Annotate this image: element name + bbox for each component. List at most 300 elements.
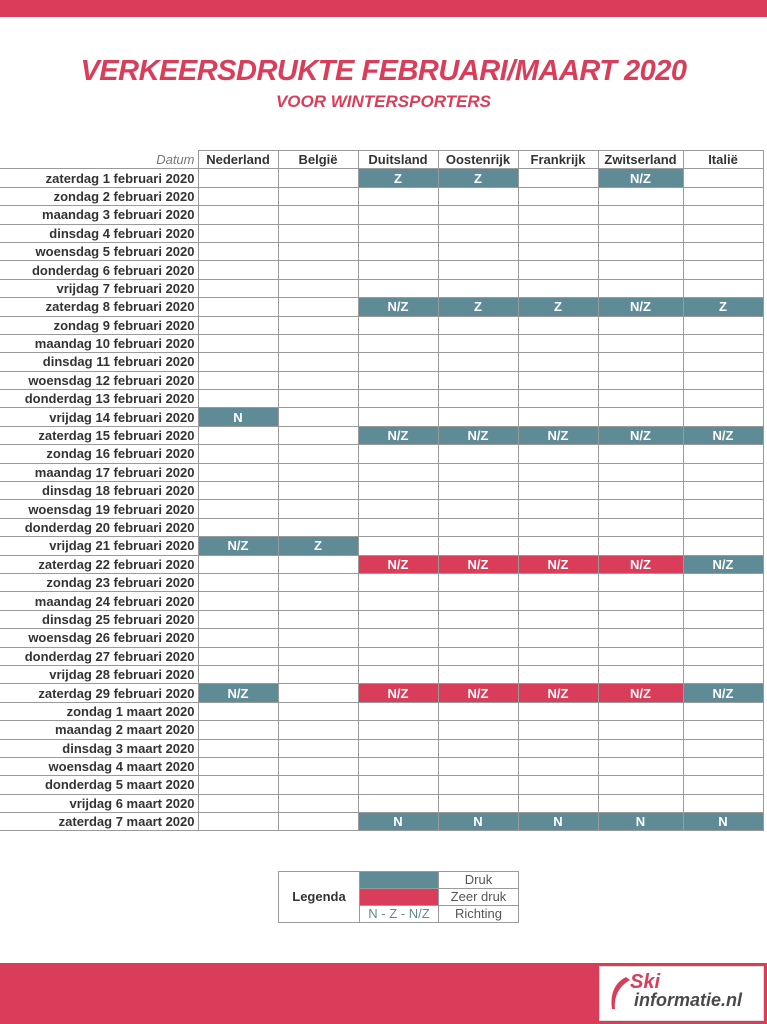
traffic-cell <box>683 371 763 389</box>
traffic-cell <box>358 629 438 647</box>
traffic-cell <box>683 187 763 205</box>
traffic-cell: N/Z <box>358 684 438 702</box>
traffic-cell: N/Z <box>518 684 598 702</box>
traffic-cell <box>358 463 438 481</box>
traffic-cell <box>518 279 598 297</box>
traffic-cell <box>683 169 763 187</box>
traffic-cell <box>198 426 278 444</box>
legend-swatch-zeer-druk <box>360 889 439 906</box>
row-date: woensdag 19 februari 2020 <box>0 500 198 518</box>
traffic-cell <box>278 592 358 610</box>
traffic-cell <box>438 242 518 260</box>
traffic-cell <box>598 353 683 371</box>
traffic-cell <box>598 482 683 500</box>
traffic-cell: N/Z <box>438 684 518 702</box>
traffic-cell <box>278 206 358 224</box>
traffic-cell <box>198 739 278 757</box>
traffic-cell <box>438 592 518 610</box>
row-date: woensdag 12 februari 2020 <box>0 371 198 389</box>
traffic-cell <box>683 537 763 555</box>
traffic-cell <box>438 206 518 224</box>
table-row <box>0 518 763 536</box>
traffic-cell <box>683 316 763 334</box>
row-date: woensdag 5 februari 2020 <box>0 242 198 260</box>
traffic-cell <box>518 224 598 242</box>
traffic-cell <box>518 592 598 610</box>
row-date: maandag 10 februari 2020 <box>0 334 198 352</box>
traffic-cell <box>198 298 278 316</box>
table-row <box>0 316 763 334</box>
traffic-cell <box>438 665 518 683</box>
traffic-cell <box>598 334 683 352</box>
table-row <box>0 298 763 316</box>
traffic-cell: N/Z <box>358 555 438 573</box>
table-row <box>0 647 763 665</box>
traffic-cell <box>438 721 518 739</box>
traffic-cell: N/Z <box>598 169 683 187</box>
traffic-cell <box>438 334 518 352</box>
traffic-cell <box>438 316 518 334</box>
country-header-oostenrijk: Oostenrijk <box>438 151 518 169</box>
traffic-cell <box>438 776 518 794</box>
traffic-cell <box>198 555 278 573</box>
traffic-cell <box>358 739 438 757</box>
traffic-cell <box>683 408 763 426</box>
traffic-cell <box>598 610 683 628</box>
traffic-cell <box>358 279 438 297</box>
traffic-cell <box>198 187 278 205</box>
traffic-cell <box>198 702 278 720</box>
row-date: zaterdag 22 februari 2020 <box>0 555 198 573</box>
row-date: dinsdag 11 februari 2020 <box>0 353 198 371</box>
traffic-cell <box>598 537 683 555</box>
traffic-cell <box>683 261 763 279</box>
traffic-cell <box>198 794 278 812</box>
traffic-cell <box>278 518 358 536</box>
traffic-cell <box>683 794 763 812</box>
row-date: vrijdag 21 februari 2020 <box>0 537 198 555</box>
traffic-cell <box>278 757 358 775</box>
traffic-cell <box>683 573 763 591</box>
traffic-cell <box>518 518 598 536</box>
traffic-table <box>0 150 764 831</box>
country-header-zwitserland: Zwitserland <box>598 151 683 169</box>
table-row <box>0 353 763 371</box>
row-date: maandag 2 maart 2020 <box>0 721 198 739</box>
traffic-cell <box>278 353 358 371</box>
table-row <box>0 261 763 279</box>
row-date: zaterdag 8 februari 2020 <box>0 298 198 316</box>
traffic-cell <box>438 445 518 463</box>
traffic-cell: N/Z <box>358 426 438 444</box>
row-date: donderdag 20 februari 2020 <box>0 518 198 536</box>
traffic-cell <box>598 408 683 426</box>
traffic-cell <box>598 739 683 757</box>
row-date: vrijdag 14 februari 2020 <box>0 408 198 426</box>
traffic-cell <box>598 629 683 647</box>
traffic-cell <box>598 279 683 297</box>
ski-swoosh-icon <box>606 975 632 1011</box>
traffic-cell <box>198 334 278 352</box>
traffic-cell: N/Z <box>518 426 598 444</box>
traffic-cell <box>438 702 518 720</box>
table-row <box>0 555 763 573</box>
traffic-cell <box>358 408 438 426</box>
traffic-cell <box>683 702 763 720</box>
traffic-cell <box>598 592 683 610</box>
traffic-cell <box>358 445 438 463</box>
traffic-cell: N/Z <box>598 426 683 444</box>
traffic-cell <box>438 739 518 757</box>
traffic-cell <box>438 390 518 408</box>
table-header-row <box>0 151 763 169</box>
table-row <box>0 408 763 426</box>
traffic-cell <box>683 390 763 408</box>
traffic-cell: N/Z <box>518 555 598 573</box>
table-row <box>0 482 763 500</box>
row-date: maandag 17 februari 2020 <box>0 463 198 481</box>
traffic-cell: N/Z <box>198 537 278 555</box>
traffic-cell <box>198 721 278 739</box>
traffic-cell <box>598 316 683 334</box>
traffic-cell <box>683 757 763 775</box>
table-row <box>0 445 763 463</box>
table-row <box>0 371 763 389</box>
traffic-cell <box>683 665 763 683</box>
traffic-cell <box>198 482 278 500</box>
traffic-cell <box>598 242 683 260</box>
traffic-cell <box>198 518 278 536</box>
table-row <box>0 279 763 297</box>
traffic-cell <box>358 500 438 518</box>
traffic-cell <box>518 187 598 205</box>
row-date: dinsdag 25 februari 2020 <box>0 610 198 628</box>
legend-text-zeer-druk: Zeer druk <box>439 889 519 906</box>
traffic-cell <box>278 813 358 831</box>
traffic-cell <box>438 224 518 242</box>
traffic-cell <box>518 647 598 665</box>
traffic-cell <box>683 629 763 647</box>
traffic-cell: N/Z <box>358 298 438 316</box>
traffic-cell <box>598 702 683 720</box>
traffic-cell <box>683 592 763 610</box>
traffic-cell <box>518 316 598 334</box>
traffic-cell <box>598 721 683 739</box>
traffic-cell <box>683 739 763 757</box>
traffic-cell <box>438 629 518 647</box>
traffic-cell <box>278 684 358 702</box>
traffic-cell <box>598 390 683 408</box>
traffic-cell <box>518 353 598 371</box>
traffic-cell <box>598 463 683 481</box>
traffic-cell <box>598 776 683 794</box>
traffic-cell <box>278 261 358 279</box>
traffic-cell <box>598 757 683 775</box>
traffic-cell <box>598 647 683 665</box>
table-row <box>0 426 763 444</box>
traffic-cell <box>598 445 683 463</box>
traffic-cell <box>518 206 598 224</box>
traffic-cell <box>198 261 278 279</box>
table-row <box>0 629 763 647</box>
row-date: donderdag 6 februari 2020 <box>0 261 198 279</box>
traffic-cell <box>198 445 278 463</box>
traffic-cell <box>683 482 763 500</box>
traffic-cell <box>598 573 683 591</box>
traffic-cell <box>518 702 598 720</box>
legend-swatch-druk <box>360 872 439 889</box>
traffic-cell: N <box>683 813 763 831</box>
traffic-cell <box>518 261 598 279</box>
traffic-cell <box>278 426 358 444</box>
traffic-cell <box>198 647 278 665</box>
traffic-cell: N <box>358 813 438 831</box>
traffic-cell <box>198 279 278 297</box>
traffic-cell <box>198 371 278 389</box>
traffic-cell <box>358 757 438 775</box>
row-date: donderdag 13 februari 2020 <box>0 390 198 408</box>
traffic-cell <box>278 629 358 647</box>
traffic-cell <box>598 371 683 389</box>
traffic-cell <box>438 647 518 665</box>
traffic-cell <box>438 573 518 591</box>
traffic-cell <box>438 757 518 775</box>
row-date: zondag 9 februari 2020 <box>0 316 198 334</box>
row-date: maandag 24 februari 2020 <box>0 592 198 610</box>
traffic-cell <box>518 794 598 812</box>
traffic-cell <box>438 187 518 205</box>
traffic-cell <box>518 629 598 647</box>
traffic-cell <box>438 279 518 297</box>
traffic-cell <box>198 316 278 334</box>
traffic-cell: N <box>518 813 598 831</box>
row-date: dinsdag 18 februari 2020 <box>0 482 198 500</box>
traffic-cell <box>358 665 438 683</box>
traffic-cell <box>518 445 598 463</box>
table-row <box>0 813 763 831</box>
logo-domain-text: informatie.nl <box>634 990 743 1010</box>
legend <box>278 871 519 923</box>
table-row <box>0 739 763 757</box>
traffic-cell <box>278 169 358 187</box>
table-row <box>0 665 763 683</box>
traffic-cell <box>598 665 683 683</box>
traffic-cell <box>358 371 438 389</box>
page-subtitle: VOOR WINTERSPORTERS <box>275 92 492 111</box>
traffic-cell <box>598 518 683 536</box>
table-row <box>0 242 763 260</box>
traffic-cell <box>438 500 518 518</box>
table-row <box>0 776 763 794</box>
traffic-cell <box>198 610 278 628</box>
table-row <box>0 206 763 224</box>
traffic-cell <box>198 592 278 610</box>
table-row <box>0 757 763 775</box>
traffic-cell <box>278 610 358 628</box>
traffic-cell <box>198 463 278 481</box>
page-title: VERKEERSDRUKTE FEBRUARI/MAART 2020 <box>80 55 687 87</box>
traffic-cell <box>278 334 358 352</box>
traffic-cell <box>198 242 278 260</box>
traffic-cell <box>683 353 763 371</box>
traffic-cell <box>278 665 358 683</box>
table-row <box>0 592 763 610</box>
country-header-italie: Italië <box>683 151 763 169</box>
traffic-cell <box>278 555 358 573</box>
traffic-cell <box>278 647 358 665</box>
table-row <box>0 610 763 628</box>
row-date: vrijdag 7 februari 2020 <box>0 279 198 297</box>
traffic-cell <box>598 261 683 279</box>
traffic-cell <box>683 518 763 536</box>
row-date: zaterdag 1 februari 2020 <box>0 169 198 187</box>
traffic-cell <box>598 187 683 205</box>
traffic-cell <box>438 537 518 555</box>
table-row <box>0 169 763 187</box>
traffic-cell: N <box>438 813 518 831</box>
traffic-cell <box>278 371 358 389</box>
traffic-cell: Z <box>278 537 358 555</box>
table-row <box>0 390 763 408</box>
traffic-cell <box>198 390 278 408</box>
traffic-cell <box>278 316 358 334</box>
country-header-nederland: Nederland <box>198 151 278 169</box>
table-row <box>0 187 763 205</box>
legend-directions: N - Z - N/Z <box>360 906 439 923</box>
table-row <box>0 794 763 812</box>
traffic-cell <box>518 500 598 518</box>
traffic-cell <box>518 739 598 757</box>
traffic-cell <box>278 702 358 720</box>
traffic-cell <box>683 721 763 739</box>
traffic-cell <box>198 629 278 647</box>
traffic-cell: Z <box>683 298 763 316</box>
traffic-cell <box>278 482 358 500</box>
traffic-cell <box>358 776 438 794</box>
traffic-cell <box>198 776 278 794</box>
traffic-cell <box>358 390 438 408</box>
logo-ski-text: Ski <box>630 971 661 993</box>
traffic-cell <box>278 445 358 463</box>
traffic-cell <box>278 794 358 812</box>
traffic-cell <box>518 242 598 260</box>
traffic-cell <box>198 573 278 591</box>
traffic-cell <box>683 279 763 297</box>
traffic-cell <box>683 206 763 224</box>
traffic-cell <box>358 794 438 812</box>
traffic-cell <box>518 757 598 775</box>
traffic-cell <box>518 776 598 794</box>
traffic-cell <box>683 242 763 260</box>
traffic-cell <box>358 334 438 352</box>
traffic-cell <box>438 610 518 628</box>
row-date: vrijdag 6 maart 2020 <box>0 794 198 812</box>
traffic-cell <box>358 537 438 555</box>
traffic-cell <box>198 665 278 683</box>
row-date: woensdag 26 februari 2020 <box>0 629 198 647</box>
traffic-cell <box>518 573 598 591</box>
table-row <box>0 334 763 352</box>
traffic-cell: N/Z <box>683 555 763 573</box>
table-body <box>0 169 763 831</box>
traffic-cell <box>438 794 518 812</box>
traffic-cell <box>518 463 598 481</box>
traffic-cell <box>683 463 763 481</box>
traffic-cell <box>278 739 358 757</box>
table-row <box>0 702 763 720</box>
traffic-cell <box>278 573 358 591</box>
legend-label: Legenda <box>279 872 360 923</box>
traffic-cell <box>278 187 358 205</box>
traffic-cell <box>358 592 438 610</box>
skiinformatie-logo <box>599 966 764 1021</box>
row-date: donderdag 5 maart 2020 <box>0 776 198 794</box>
traffic-cell <box>518 169 598 187</box>
row-date: woensdag 4 maart 2020 <box>0 757 198 775</box>
table-row <box>0 573 763 591</box>
traffic-cell <box>438 371 518 389</box>
traffic-cell <box>278 500 358 518</box>
table-row <box>0 537 763 555</box>
traffic-cell <box>198 169 278 187</box>
row-date: zondag 2 februari 2020 <box>0 187 198 205</box>
traffic-cell <box>278 776 358 794</box>
traffic-cell <box>598 794 683 812</box>
traffic-cell <box>358 316 438 334</box>
traffic-cell <box>518 390 598 408</box>
traffic-cell <box>278 408 358 426</box>
row-date: maandag 3 februari 2020 <box>0 206 198 224</box>
table-row <box>0 684 763 702</box>
country-header-frankrijk: Frankrijk <box>518 151 598 169</box>
country-header-belgie: België <box>278 151 358 169</box>
traffic-cell <box>278 298 358 316</box>
traffic-cell <box>683 334 763 352</box>
country-header-duitsland: Duitsland <box>358 151 438 169</box>
traffic-cell <box>438 408 518 426</box>
traffic-cell <box>683 776 763 794</box>
table-row <box>0 224 763 242</box>
traffic-cell <box>598 500 683 518</box>
traffic-cell: N/Z <box>598 684 683 702</box>
traffic-cell <box>683 500 763 518</box>
traffic-cell <box>198 757 278 775</box>
traffic-cell: N/Z <box>598 298 683 316</box>
row-date: zondag 23 februari 2020 <box>0 573 198 591</box>
table-row <box>0 721 763 739</box>
traffic-cell <box>278 224 358 242</box>
traffic-cell: Z <box>518 298 598 316</box>
traffic-cell <box>358 721 438 739</box>
traffic-cell <box>518 482 598 500</box>
traffic-cell <box>358 647 438 665</box>
traffic-cell: N/Z <box>683 684 763 702</box>
traffic-cell <box>198 813 278 831</box>
traffic-cell: N/Z <box>598 555 683 573</box>
traffic-cell: N/Z <box>683 426 763 444</box>
traffic-cell <box>358 518 438 536</box>
traffic-cell <box>438 463 518 481</box>
traffic-cell <box>278 279 358 297</box>
traffic-cell <box>518 610 598 628</box>
traffic-cell <box>683 445 763 463</box>
row-date: zondag 1 maart 2020 <box>0 702 198 720</box>
traffic-cell <box>358 573 438 591</box>
row-date: dinsdag 3 maart 2020 <box>0 739 198 757</box>
row-date: zondag 16 februari 2020 <box>0 445 198 463</box>
row-date: vrijdag 28 februari 2020 <box>0 665 198 683</box>
traffic-cell <box>518 537 598 555</box>
